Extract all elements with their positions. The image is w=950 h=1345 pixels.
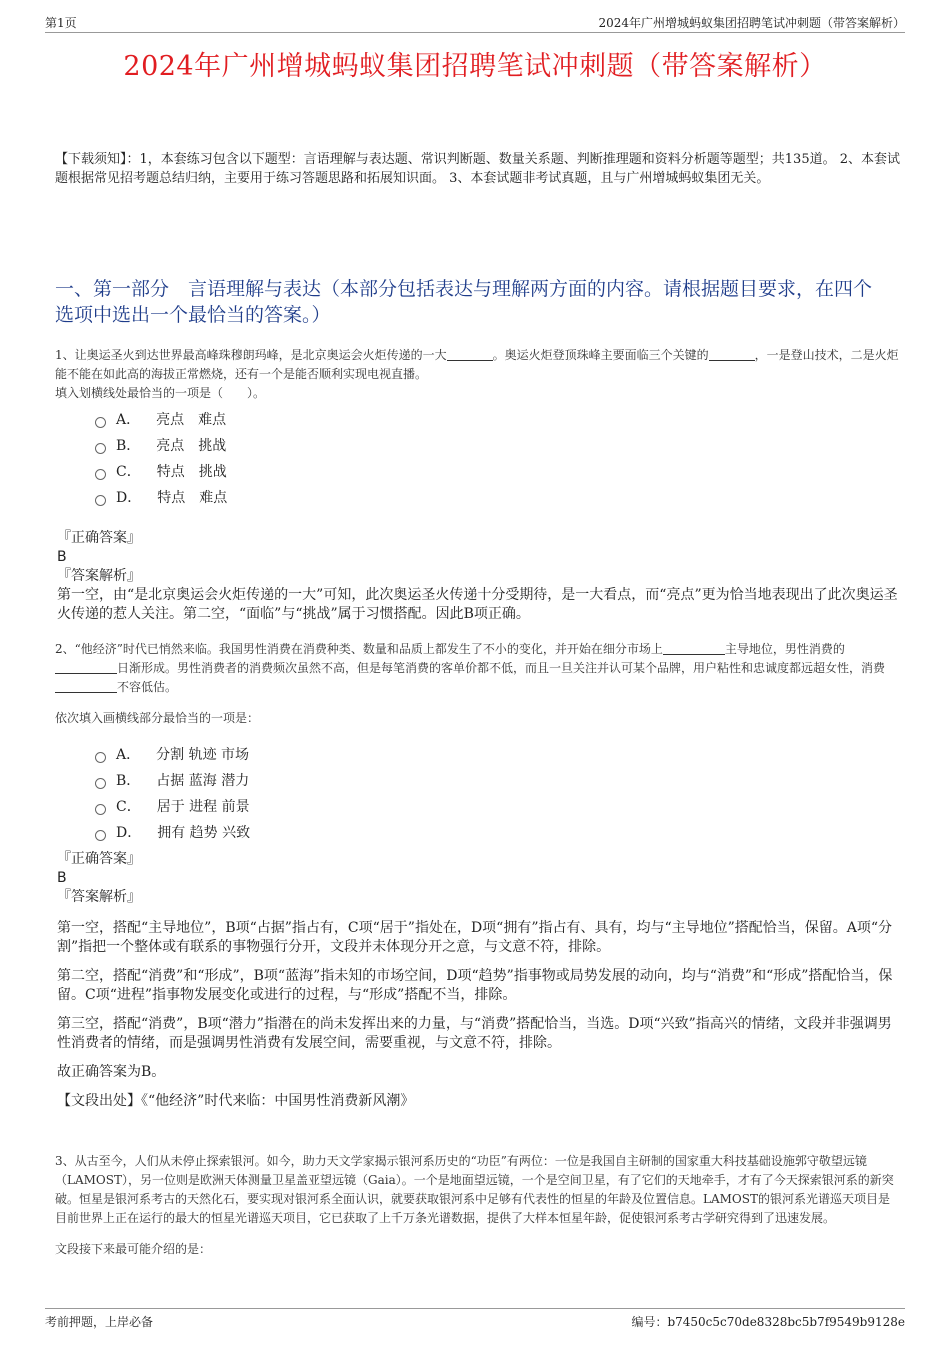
option-d[interactable]: D． 特点 难点 <box>95 485 900 511</box>
fill-blank <box>709 346 755 361</box>
analysis-paragraph: 第三空，搭配“消费”，B项“潜力”指潜在的尚未发挥出来的力量，与“消费”搭配恰当，当选。D项“兴致”指高兴的情绪，文段并非强调男性消费者的情绪，而是强调男性消费有发展空间，需要重视，与文意不符，排除。 <box>57 1016 892 1051</box>
analysis-text: 第一空，由“是北京奥运会火炬传递的一大”可知，此次奥运圣火传递十分受期待，是一大看点，而“亮点”更为恰当地表现出了此次奥运圣火传递的惹人关注。第二空，“面临”与“挑战”属于习惯搭配。因此B项正确。 <box>57 587 898 622</box>
radio-icon[interactable] <box>95 804 106 815</box>
question-2-prompt: 依次填入画横线部分最恰当的一项是： <box>55 711 260 725</box>
section-heading: 一、第一部分 言语理解与表达（本部分包括表达与理解两方面的内容。请根据题目要求，在四个选项中选出一个最恰当的答案。） <box>55 278 873 326</box>
question-3 <box>55 1152 900 1259</box>
option-a[interactable]: A． 亮点 难点 <box>95 407 900 433</box>
question-1-text: 1、让奥运圣火到达世界最高峰珠穆朗玛峰，是北京奥运会火炬传递的一大 。奥运火炬登顶珠峰主要面临三个关键的 ，一是登山技术，二是火炬能不能在如此高的海拔正常燃烧，还有一个是能否顺利实现电视直播。 <box>55 348 899 381</box>
radio-icon[interactable] <box>95 469 106 480</box>
answer-label: 『正确答案』 <box>57 530 141 546</box>
answer-label: 『正确答案』 <box>57 851 141 867</box>
document-title: 2024年广州增城蚂蚁集团招聘笔试冲刺题（带答案解析） <box>123 51 827 82</box>
radio-icon[interactable] <box>95 752 106 763</box>
option-c[interactable]: C． 居于 进程 前景 <box>95 794 900 820</box>
fill-blank <box>55 678 117 693</box>
fill-blank <box>663 640 725 655</box>
passage-source: 【文段出处】《“他经济”时代来临：中国男性消费新风潮》 <box>57 1093 415 1109</box>
option-c[interactable]: C． 特点 挑战 <box>95 459 900 485</box>
option-a[interactable]: A． 分割 轨迹 市场 <box>95 742 900 768</box>
option-b[interactable]: B． 亮点 挑战 <box>95 433 900 459</box>
option-b[interactable]: B． 占据 蓝海 潜力 <box>95 768 900 794</box>
question-1-prompt: 填入划横线处最恰当的一项是（ ）。 <box>55 386 266 400</box>
page-number: 第1页 <box>45 16 77 30</box>
document-id: 编号：b7450c5c70de8328bc5b7f9549b9128e <box>631 1315 905 1329</box>
question-1-options <box>95 407 900 511</box>
question-3-text: 3、从古至今，人们从未停止探索银河。如今，助力天文学家揭示银河系历史的“功臣”有两位：一位是我国自主研制的国家重大科技基础设施郭守敬望远镜（LAMOST），另一位则是欧洲天体测量卫星盖亚望远镜（Gaia）。一个是地面望远镜，一个是空间卫星，有了它们的天地牵手，才有了今天探索银河系的新突破。恒星是银河系考古的天然化石，要实现对银河系全面认识，就要获取银河系中足够有代表性的恒星的年龄及位置信息。LAMOST的银河系光谱巡天项目是目前世界上正在运行的最大的恒星光谱巡天项目，它已获取了上千万条光谱数据，提供了大样本恒星年龄，促使银河系考古学研究得到了迅速发展。 <box>55 1154 894 1225</box>
analysis-paragraph: 第二空，搭配“消费”和“形成”，B项“蓝海”指未知的市场空间，D项“趋势”指事物或局势发展的动向，均与“消费”和“形成”搭配恰当，保留。C项“进程”指事物发展变化或进行的过程，与“形成”搭配不当，排除。 <box>57 968 893 1003</box>
page-header <box>45 12 905 33</box>
radio-icon[interactable] <box>95 417 106 428</box>
correct-answer: B <box>57 549 67 565</box>
question-1 <box>55 346 900 624</box>
analysis-label: 『答案解析』 <box>57 889 141 905</box>
question-2-text: 2、“他经济”时代已悄然来临。我国男性消费在消费种类、数量和品质上都发生了不小的变化，并开始在细分市场上 主导地位，男性消费的日渐形成。男性消费者的消费频次虽然不高，但是每笔消费的客单价都不低，而且一旦关注并认可某个品牌，用户粘性和忠诚度都远超女性，消费不容低估。 <box>55 642 886 694</box>
question-2-options <box>95 742 900 846</box>
page-footer <box>45 1308 905 1329</box>
radio-icon[interactable] <box>95 495 106 506</box>
footer-slogan: 考前押题，上岸必备 <box>45 1315 154 1329</box>
radio-icon[interactable] <box>95 443 106 454</box>
download-notice: 【下载须知】：1，本套练习包含以下题型：言语理解与表达题、常识判断题、数量关系题、判断推理题和资料分析题等题型；共135道。 2、本套试题根据常见招考题总结归纳，主要用于练习答题思路和拓展知识面。 3、本套试题非考试真题，且与广州增城蚂蚁集团无关。 <box>55 152 900 186</box>
radio-icon[interactable] <box>95 830 106 841</box>
question-2 <box>55 640 900 1121</box>
correct-answer: B <box>57 870 67 886</box>
question-3-prompt: 文段接下来最可能介绍的是： <box>55 1242 212 1256</box>
analysis-label: 『答案解析』 <box>57 568 141 584</box>
analysis-paragraph: 第一空，搭配“主导地位”，B项“占据”指占有，C项“居于”指处在，D项“拥有”指占有、具有，均与“主导地位”搭配恰当，保留。A项“分割”指把一个整体或有联系的事物强行分开，文段并未体现分开之意，与文意不符，排除。 <box>57 920 893 955</box>
radio-icon[interactable] <box>95 778 106 789</box>
header-doc-title: 2024年广州增城蚂蚁集团招聘笔试冲刺题（带答案解析） <box>598 16 905 30</box>
fill-blank <box>447 346 493 361</box>
analysis-conclusion: 故正确答案为B。 <box>57 1064 166 1080</box>
fill-blank <box>55 659 117 674</box>
option-d[interactable]: D． 拥有 趋势 兴致 <box>95 820 900 846</box>
